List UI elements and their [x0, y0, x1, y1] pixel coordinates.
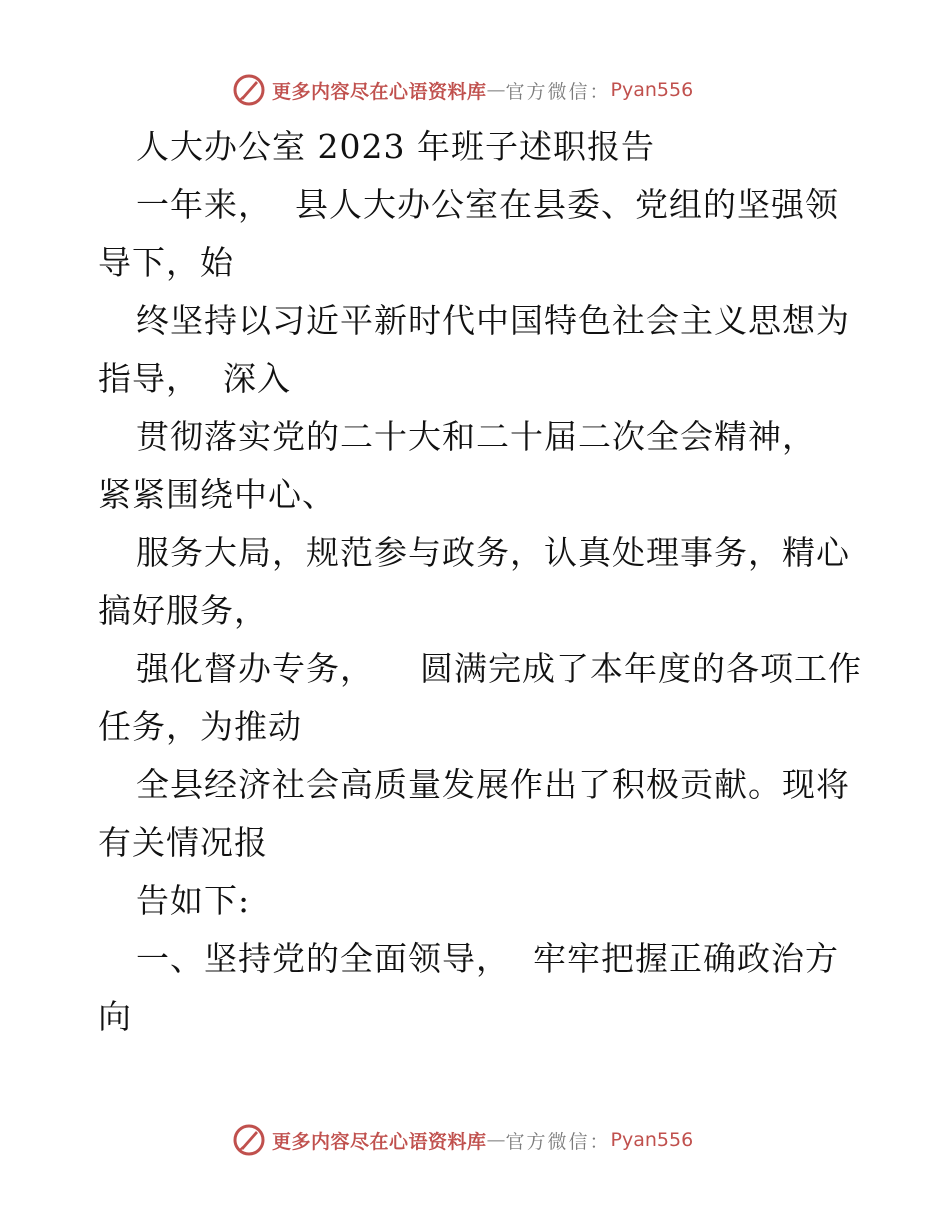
paragraph-line: 导下，始: [98, 243, 234, 282]
watermark-label: 官方微信：: [505, 1130, 611, 1153]
watermark-dash: —: [486, 79, 506, 101]
watermark-dash: —: [486, 1129, 506, 1151]
watermark-text: 更多内容尽在心语资料库: [272, 80, 487, 103]
footer-watermark: [232, 1120, 732, 1160]
paragraph-line: 一年来， 县人大办公室在县委、党组的坚强领: [136, 185, 839, 224]
watermark-label: 官方微信：: [505, 80, 611, 103]
watermark-id: Pyan556: [610, 1129, 694, 1151]
paragraph-line: 紧紧围绕中心、: [98, 475, 336, 514]
paragraph-line: 告如下:: [136, 881, 251, 920]
paragraph-line: 全县经济社会高质量发展作出了积极贡献。现将: [136, 765, 850, 804]
paragraph-line: 服务大局，规范参与政务，认真处理事务，精心: [136, 533, 850, 572]
paragraph-line: 任务，为推动: [98, 707, 302, 746]
paragraph-line: 指导， 深入: [98, 359, 291, 398]
paragraph-line: 有关情况报: [98, 823, 268, 862]
document-body: [98, 118, 862, 1046]
paragraph-line: 搞好服务，: [98, 591, 268, 630]
header-watermark: [232, 70, 732, 110]
watermark-text: 更多内容尽在心语资料库: [272, 1130, 487, 1153]
document-title: 人大办公室 2023 年班子述职报告: [136, 127, 655, 166]
quill-logo-icon: [232, 1123, 266, 1157]
watermark-id: Pyan556: [610, 79, 694, 101]
quill-logo-icon: [232, 73, 266, 107]
paragraph-line: 贯彻落实党的二十大和二十届二次全会精神，: [136, 417, 816, 456]
section-heading-continued: 向: [98, 997, 132, 1036]
paragraph-line: 强化督办专务， 圆满完成了本年度的各项工作: [136, 649, 862, 688]
section-heading: 一、坚持党的全面领导， 牢牢把握正确政治方: [136, 939, 839, 978]
paragraph-line: 终坚持以习近平新时代中国特色社会主义思想为: [136, 301, 850, 340]
